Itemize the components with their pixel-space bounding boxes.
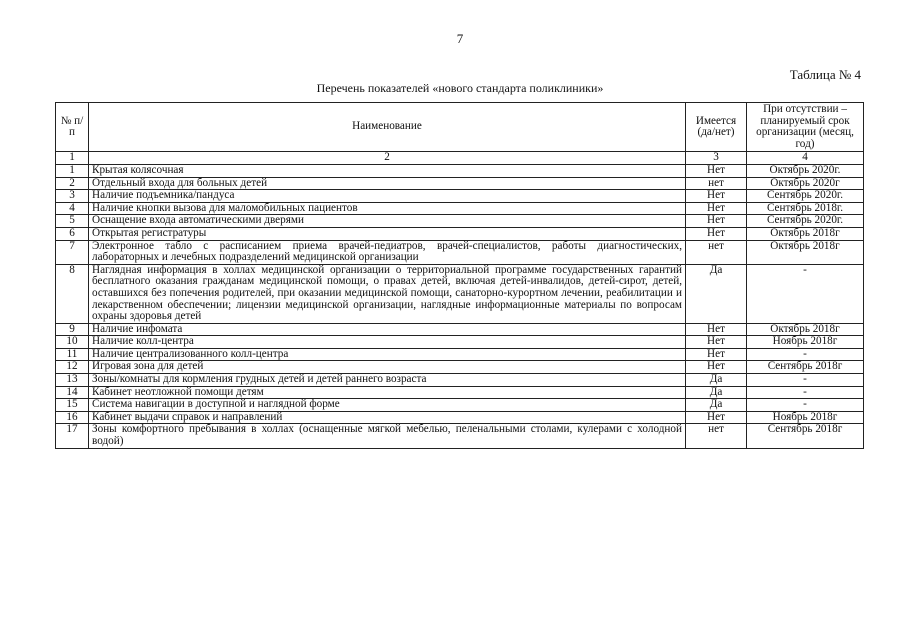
row-planned-date: Сентябрь 2018г <box>747 361 864 374</box>
row-planned-date: Ноябрь 2018г <box>747 411 864 424</box>
row-name: Наличие колл-центра <box>89 336 686 349</box>
row-number: 16 <box>56 411 89 424</box>
row-name: Кабинет выдачи справок и направлений <box>89 411 686 424</box>
row-number: 9 <box>56 323 89 336</box>
header-row <box>56 103 864 152</box>
header-num: № п/п <box>56 103 89 152</box>
row-availability: Нет <box>686 215 747 228</box>
row-availability: Нет <box>686 323 747 336</box>
row-number: 12 <box>56 361 89 374</box>
row-number: 7 <box>56 240 89 264</box>
table-row <box>56 348 864 361</box>
row-planned-date: Октябрь 2020г <box>747 177 864 190</box>
row-number: 5 <box>56 215 89 228</box>
row-name: Оснащение входа автоматическими дверями <box>89 215 686 228</box>
row-number: 8 <box>56 264 89 323</box>
row-name: Электронное табло с расписанием приема врачей-педиатров, врачей-специалистов, работы диагностических, лабораторных и лечебных подразделений медицинской организации <box>89 240 686 264</box>
index-cell: 2 <box>89 152 686 165</box>
table-row <box>56 190 864 203</box>
row-availability: Да <box>686 386 747 399</box>
row-availability: Нет <box>686 348 747 361</box>
table-row <box>56 336 864 349</box>
row-availability: Нет <box>686 336 747 349</box>
row-availability: Нет <box>686 361 747 374</box>
index-cell: 3 <box>686 152 747 165</box>
row-planned-date: - <box>747 374 864 387</box>
header-has: Имеется (да/нет) <box>686 103 747 152</box>
row-name: Отдельный входа для больных детей <box>89 177 686 190</box>
indicators-table <box>55 102 864 449</box>
row-availability: нет <box>686 424 747 448</box>
row-planned-date: - <box>747 386 864 399</box>
row-number: 3 <box>56 190 89 203</box>
row-availability: Нет <box>686 411 747 424</box>
row-number: 6 <box>56 227 89 240</box>
row-planned-date: Сентябрь 2020г. <box>747 190 864 203</box>
row-name: Зоны/комнаты для кормления грудных детей и детей раннего возраста <box>89 374 686 387</box>
row-number: 11 <box>56 348 89 361</box>
row-name: Наглядная информация в холлах медицинской организации о территориальной программе государственных гарантий бесплатного оказания гражданам медицинской помощи, о правах детей, включая детей-инвалидов, детей-сирот, детей, оставшихся без попечения родителей, при оказании медицинской помощи, санаторно-курортном лечении, реабилитации и лекарственном обеспечении; лицензии медицинской организации, наглядные информационные материалы по вопросам охраны здоровья детей <box>89 264 686 323</box>
row-planned-date: Октябрь 2020г. <box>747 164 864 177</box>
row-availability: Да <box>686 264 747 323</box>
row-availability: Нет <box>686 164 747 177</box>
table-row <box>56 424 864 448</box>
table-row <box>56 227 864 240</box>
row-availability: нет <box>686 177 747 190</box>
row-name: Наличие инфомата <box>89 323 686 336</box>
row-name: Кабинет неотложной помощи детям <box>89 386 686 399</box>
row-planned-date: - <box>747 399 864 412</box>
index-cell: 4 <box>747 152 864 165</box>
table-row <box>56 240 864 264</box>
row-availability: Нет <box>686 202 747 215</box>
row-name: Наличие подъемника/пандуса <box>89 190 686 203</box>
page-number: 7 <box>456 31 464 46</box>
header-name: Наименование <box>89 103 686 152</box>
table-row <box>56 215 864 228</box>
row-planned-date: Ноябрь 2018г <box>747 336 864 349</box>
header-term: При отсутствии – планируемый срок организации (месяц, год) <box>747 103 864 152</box>
table-row <box>56 202 864 215</box>
row-number: 13 <box>56 374 89 387</box>
row-name: Игровая зона для детей <box>89 361 686 374</box>
row-name: Наличие кнопки вызова для маломобильных пациентов <box>89 202 686 215</box>
document-title: Перечень показателей «нового стандарта поликлиники» <box>316 81 604 95</box>
row-availability: Нет <box>686 190 747 203</box>
row-number: 1 <box>56 164 89 177</box>
table-row <box>56 411 864 424</box>
row-planned-date: Сентябрь 2018г <box>747 424 864 448</box>
row-planned-date: Октябрь 2018г <box>747 227 864 240</box>
row-number: 15 <box>56 399 89 412</box>
table-row <box>56 399 864 412</box>
row-name: Система навигации в доступной и наглядной форме <box>89 399 686 412</box>
table-row <box>56 323 864 336</box>
row-name: Зоны комфортного пребывания в холлах (оснащенные мягкой мебелью, пеленальными столами, кулерами с холодной водой) <box>89 424 686 448</box>
table-row <box>56 374 864 387</box>
row-planned-date: Сентябрь 2018г. <box>747 202 864 215</box>
row-planned-date: Сентябрь 2020г. <box>747 215 864 228</box>
row-name: Крытая колясочная <box>89 164 686 177</box>
table-row <box>56 177 864 190</box>
row-name: Открытая регистратуры <box>89 227 686 240</box>
table-row <box>56 386 864 399</box>
row-availability: Да <box>686 399 747 412</box>
row-planned-date: - <box>747 264 864 323</box>
table-row <box>56 361 864 374</box>
row-number: 4 <box>56 202 89 215</box>
row-name: Наличие централизованного колл-центра <box>89 348 686 361</box>
row-availability: Да <box>686 374 747 387</box>
row-availability: нет <box>686 240 747 264</box>
table-row <box>56 164 864 177</box>
row-availability: Нет <box>686 227 747 240</box>
table-label: Таблица № 4 <box>789 67 861 82</box>
row-number: 17 <box>56 424 89 448</box>
row-number: 10 <box>56 336 89 349</box>
row-number: 2 <box>56 177 89 190</box>
table-row <box>56 264 864 323</box>
column-index-row <box>56 152 864 165</box>
row-planned-date: Октябрь 2018г <box>747 323 864 336</box>
row-planned-date: Октябрь 2018г <box>747 240 864 264</box>
row-planned-date: - <box>747 348 864 361</box>
index-cell: 1 <box>56 152 89 165</box>
row-number: 14 <box>56 386 89 399</box>
